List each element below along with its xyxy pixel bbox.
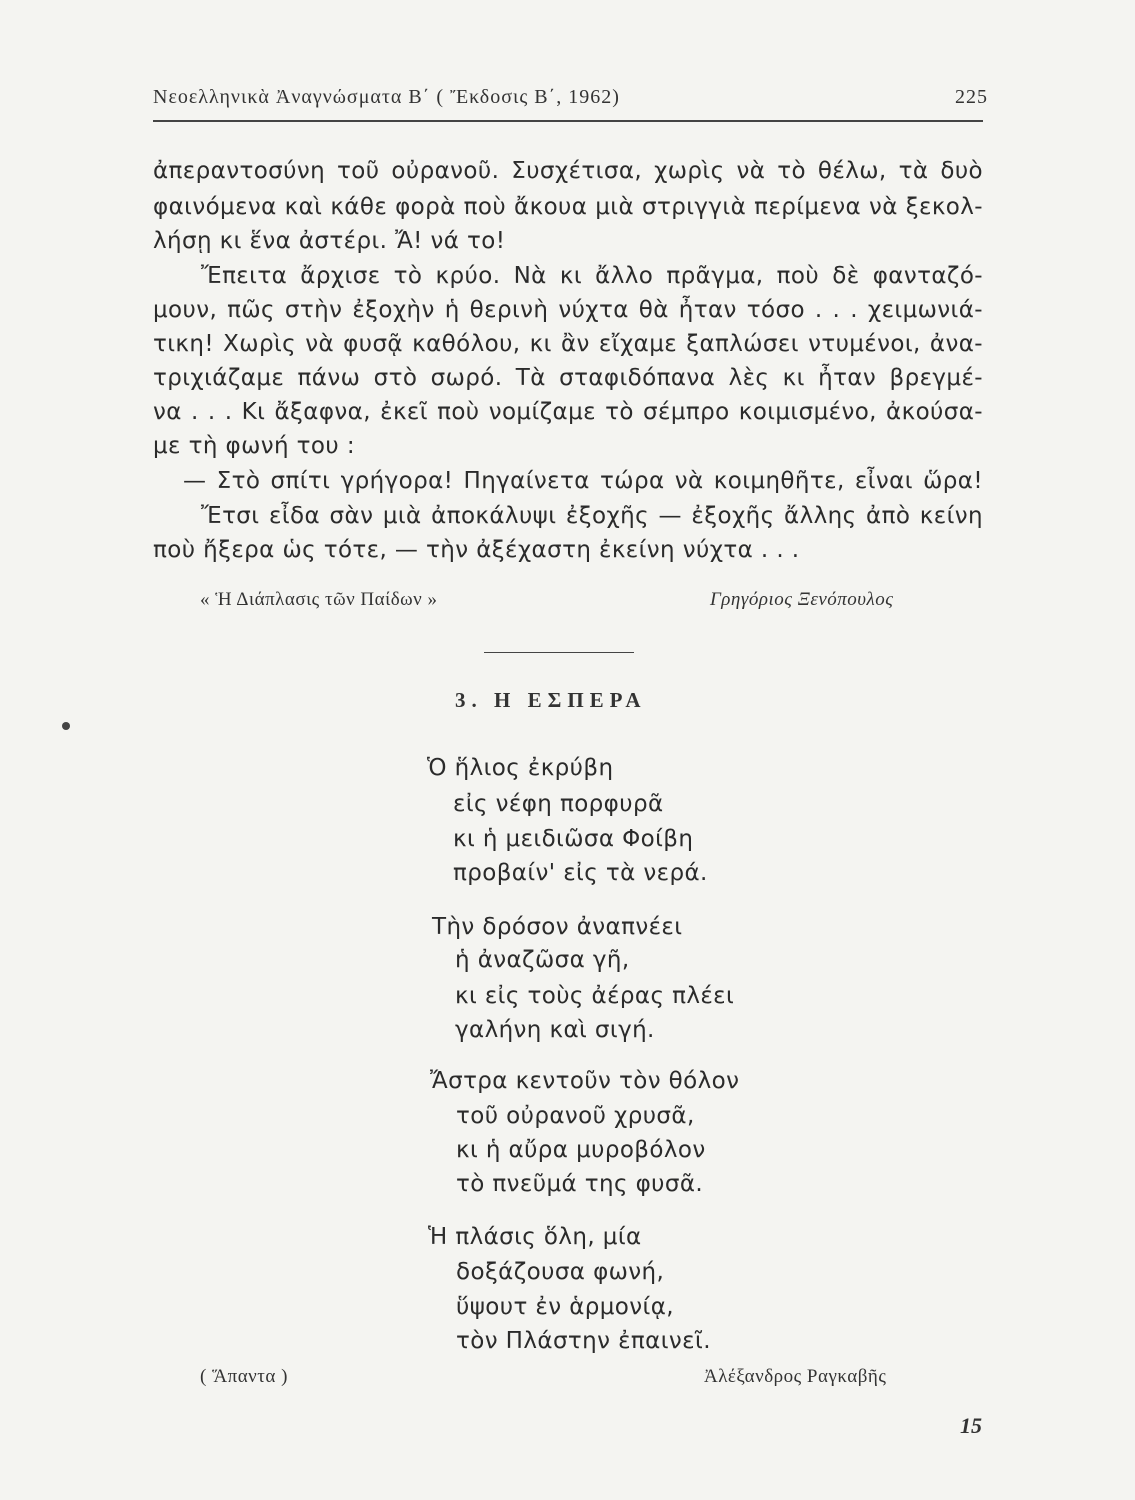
poem-line: προβαίν' εἰς τὰ νερά. [453, 860, 708, 886]
poem-line: ἡ ἀναζῶσα γῆ, [455, 947, 630, 973]
poem-line: τοῦ οὐρανοῦ χρυσᾶ, [456, 1103, 695, 1129]
poem-line: κι ἡ αὔρα μυροβόλον [456, 1137, 706, 1163]
prose-line: φαινόμενα καὶ κάθε φορὰ ποὺ ἄκουα μιὰ στριγγιὰ περίμενα νὰ ξεκολ- [153, 194, 983, 220]
section-separator [484, 652, 634, 653]
poem-line: κι εἰς τοὺς ἀέρας πλέει [455, 983, 735, 1009]
prose-line: λήσῃ κι ἕνα ἀστέρι. Ἄ! νά το! [153, 228, 506, 254]
prose-line: μουν, πῶς στὴν ἐξοχὴν ἡ θερινὴ νύχτα θὰ ἦταν τόσο . . . χειμωνιά- [153, 297, 983, 323]
prose-line: με τὴ φωνή του : [153, 433, 355, 459]
prose-line: ἀπεραντοσύνη τοῦ οὐρανοῦ. Συσχέτισα, χωρὶς νὰ τὸ θέλω, τὰ δυὸ [153, 158, 983, 184]
prose-line: τικη! Χωρὶς νὰ φυσᾷ καθόλου, κι ἂν εἴχαμε ξαπλώσει ντυμένοι, ἀνα- [153, 331, 983, 357]
poem-line: Ὁ ἥλιος ἐκρύβη [427, 755, 614, 781]
credit-author: Ἀλέξανδρος Ραγκαβῆς [704, 1366, 887, 1387]
prose-line: Ἔπειτα ἄρχισε τὸ κρύο. Νὰ κι ἄλλο πρᾶγμα, ποὺ δὲ φανταζό- [201, 263, 983, 289]
header-rule [153, 120, 983, 122]
prose-line: να . . . Κι ἄξαφνα, ἐκεῖ ποὺ νομίζαμε τὸ σέμπρο κοιμισμένο, ἀκούσα- [153, 399, 983, 425]
poem-line: τὸ πνεῦμά της φυσᾶ. [456, 1171, 704, 1197]
prose-line: τριχιάζαμε πάνω στὸ σωρό. Τὰ σταφιδόπανα λὲς κι ἦταν βρεγμέ- [153, 365, 983, 391]
poem-line: γαλήνη καὶ σιγή. [455, 1017, 655, 1043]
credit-source: ( Ἅπαντα ) [200, 1366, 288, 1387]
running-header [153, 86, 988, 116]
prose-line: ποὺ ἤξερα ὡς τότε, — τὴν ἀξέχαστη ἐκείνη νύχτα . . . [153, 537, 800, 563]
poem-line: Τὴν δρόσον ἀναπνέει [432, 914, 683, 940]
credit-author: Γρηγόριος Ξενόπουλος [710, 589, 894, 610]
poem-line: κι ἡ μειδιῶσα Φοίβη [453, 826, 694, 852]
header-page-number: 225 [955, 86, 988, 108]
poem-line: Ἄστρα κεντοῦν τὸν θόλον [430, 1068, 740, 1094]
poem-line: εἰς νέφη πορφυρᾶ [453, 791, 664, 817]
poem-line: ὕψουτ ἐν ἁρμονίᾳ, [456, 1294, 674, 1320]
footer-page-number: 15 [960, 1413, 982, 1438]
poem-title: 3. Η ΕΣΠΕΡΑ [455, 688, 647, 712]
poem-line: Ἡ πλάσις ὅλη, μία [428, 1224, 642, 1250]
book-title: Νεοελληνικὰ Ἀναγνώσματα Β΄ ( Ἔκδοσις Β΄, 1962) [153, 86, 620, 108]
poem-line: δοξάζουσα φωνή, [456, 1259, 665, 1285]
credit-source: « Ἡ Διάπλασις τῶν Παίδων » [200, 589, 438, 610]
prose-line: — Στὸ σπίτι γρήγορα! Πηγαίνετα τώρα νὰ κοιμηθῆτε, εἶναι ὥρα! [183, 468, 983, 494]
margin-mark [62, 722, 70, 730]
poem-line: τὸν Πλάστην ἐπαινεῖ. [456, 1328, 711, 1354]
prose-line: Ἔτσι εἶδα σὰν μιὰ ἀποκάλυψι ἐξοχῆς — ἐξοχῆς ἄλλης ἀπὸ κείνη [201, 503, 983, 529]
